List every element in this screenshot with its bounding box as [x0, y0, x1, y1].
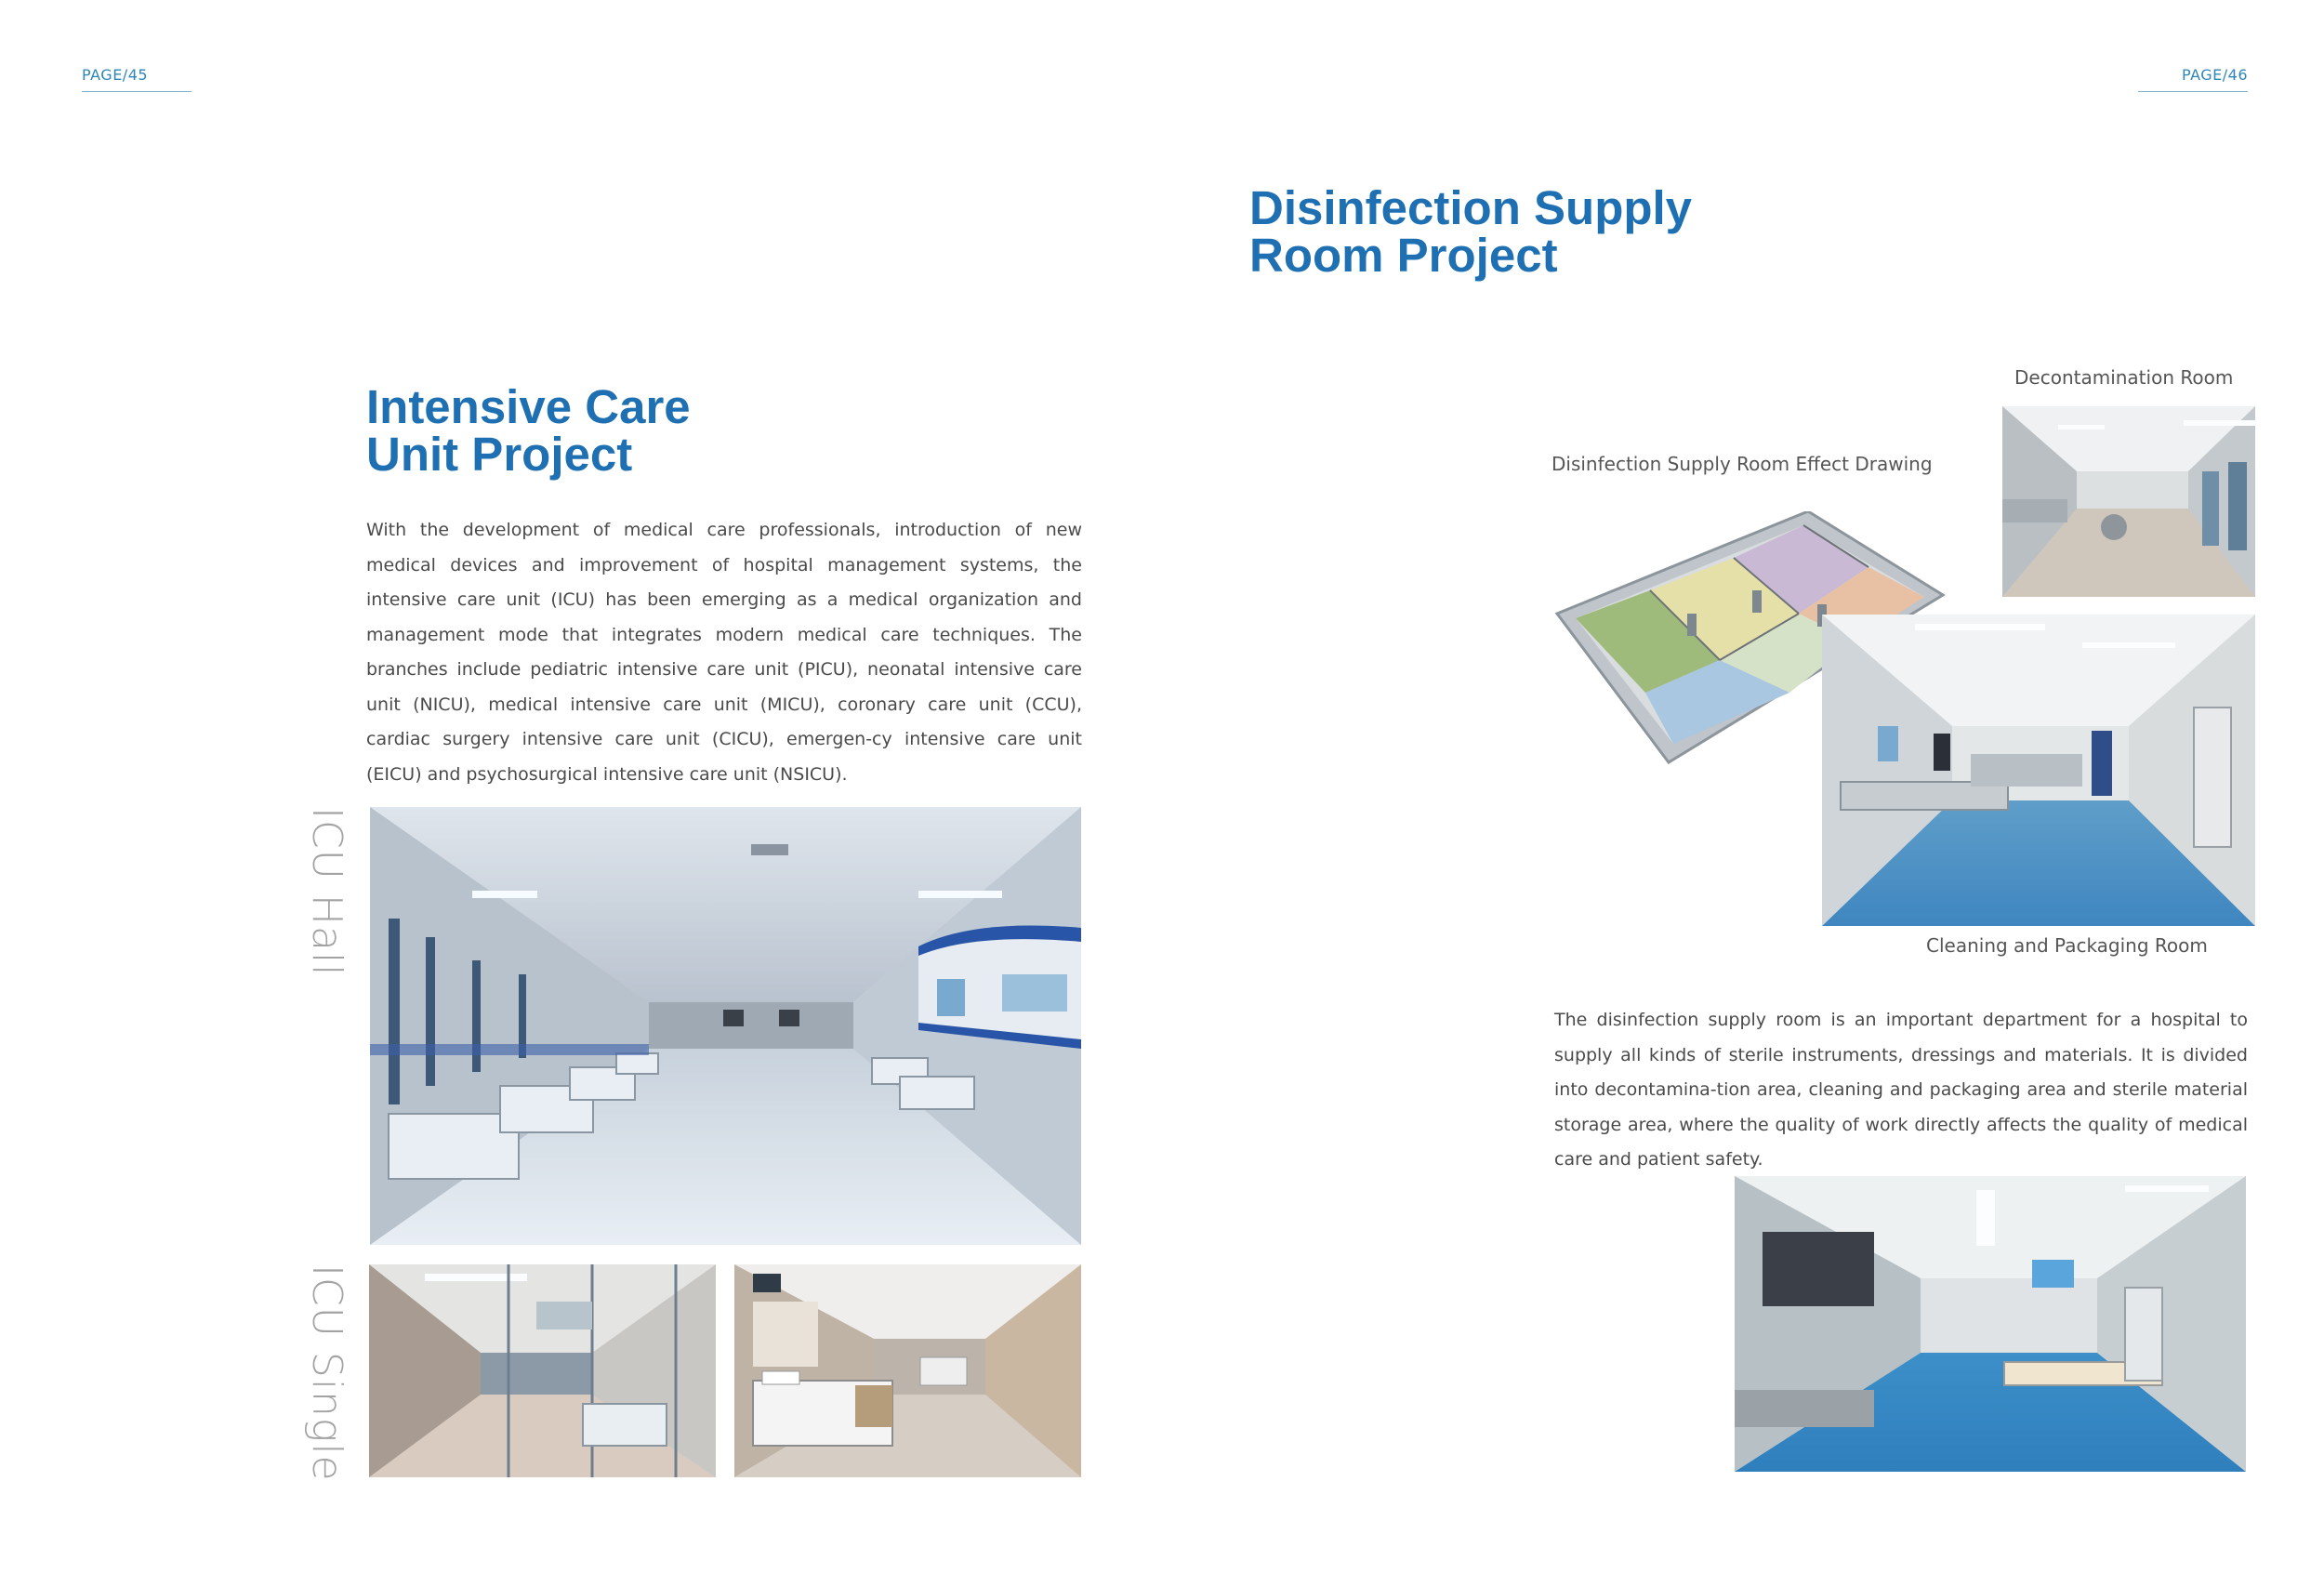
icu-title-line2: Unit Project: [366, 428, 633, 481]
icu-hall-label: ICU Hall: [303, 807, 350, 977]
disinfection-title-line1: Disinfection Supply: [1249, 181, 1693, 234]
disinfection-title-line2: Room Project: [1249, 229, 1558, 282]
icu-title-line1: Intensive Care: [366, 380, 691, 433]
icu-single-photo-1: [369, 1264, 716, 1477]
disinfection-description: The disinfection supply room is an important department for a hospital to supply all kinds of sterile instruments, dressings and materials. It is divided into decontamina-tion area, cleaning and packaging area and sterile material storage area, where the quality of work directly affects the quality of medical care and patient safety.: [1554, 1010, 2248, 1170]
cleaning-packaging-room-photo: [1822, 615, 2255, 926]
caption-effect-drawing: Disinfection Supply Room Effect Drawing: [1552, 453, 1933, 475]
disinfection-title: [1249, 181, 1693, 282]
caption-cleaning: Cleaning and Packaging Room: [1926, 934, 2208, 957]
icu-description: With the development of medical care professionals, introduction of new medical devices and improvement of hospital management systems, the intensive care unit (ICU) has been emerging as a medical organization and management mode that integrates modern medical care techniques. The branches include pediatric intensive care unit (PICU), neonatal intensive care unit (NICU), medical intensive care unit (MICU), coronary care unit (CCU), cardiac surgery intensive care unit (CICU), emergen-cy intensive care unit (EICU) and psychosurgical intensive care unit (NSICU).: [366, 520, 1082, 785]
disinfection-room-photo: [1735, 1176, 2246, 1472]
icu-title: [366, 380, 691, 481]
caption-decontamination: Decontamination Room: [2014, 366, 2234, 389]
page-number-left: PAGE/45: [82, 66, 191, 92]
icu-single-label: ICU Single: [303, 1264, 350, 1482]
page-number-right: PAGE/46: [2138, 66, 2248, 92]
decontamination-room-photo: [2002, 406, 2255, 597]
icu-single-photo-2: [734, 1264, 1081, 1477]
icu-hall-photo: [370, 807, 1081, 1245]
